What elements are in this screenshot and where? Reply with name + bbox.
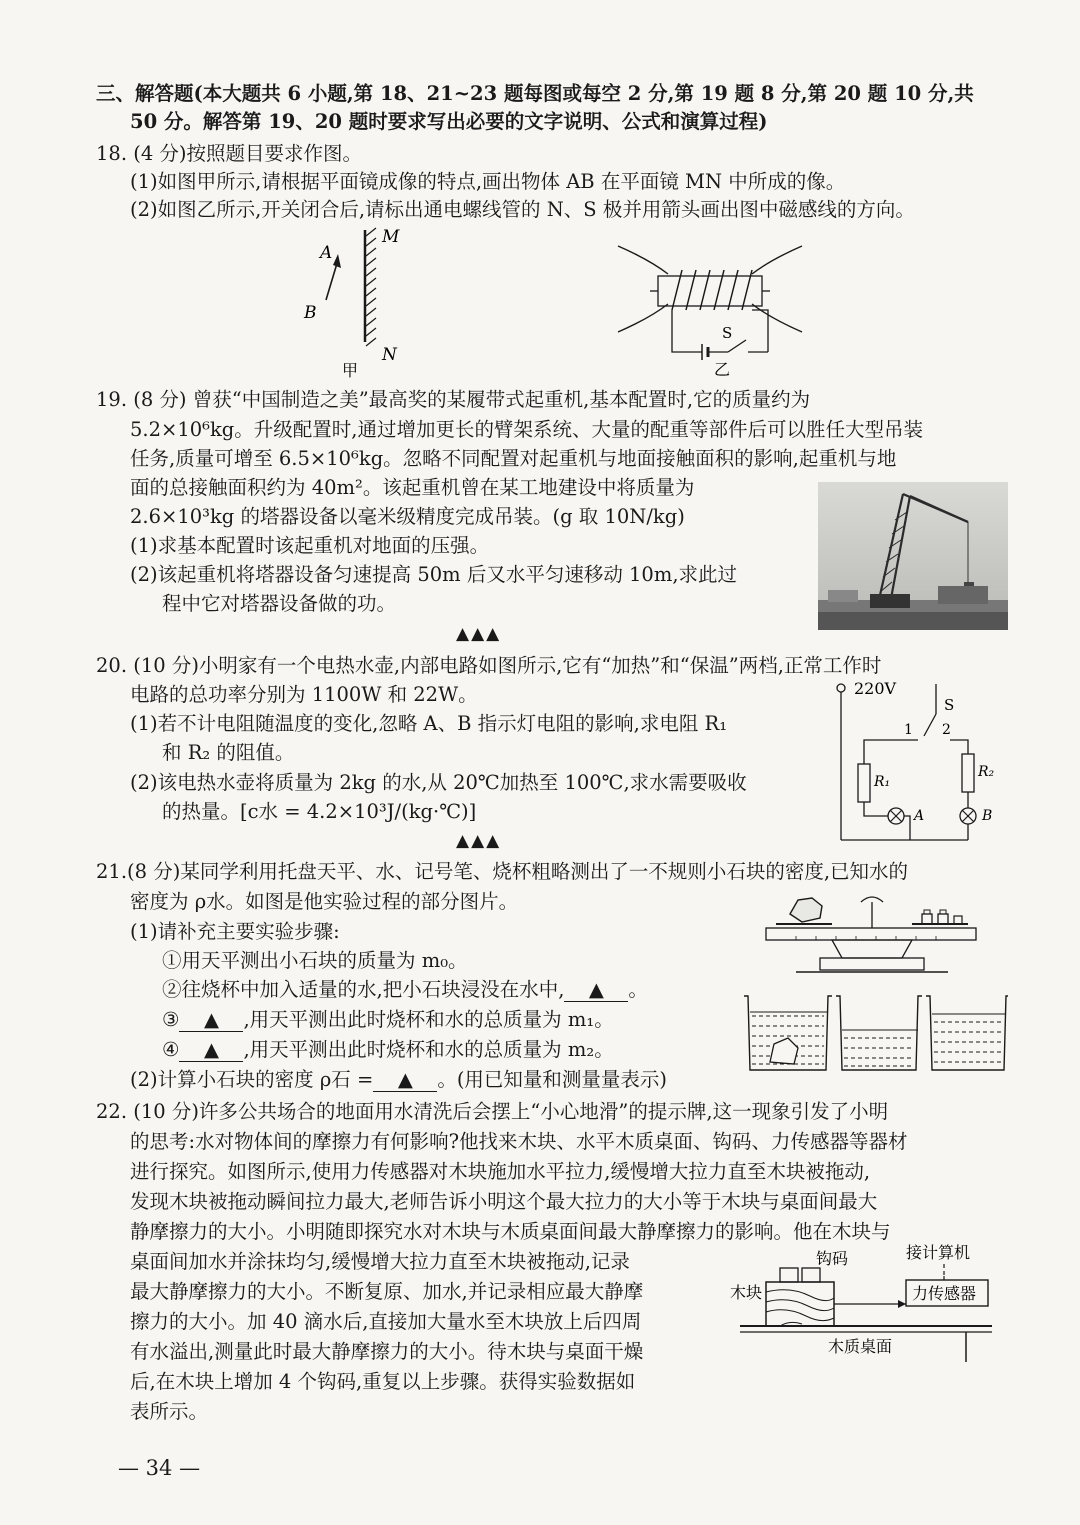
q19-part2a: (2)该起重机将塔器设备匀速提高 50m 后又水平匀速移动 10m,求此过 <box>130 563 738 586</box>
label-R1: R₁ <box>874 774 891 790</box>
label-weights: 钩码 <box>816 1249 849 1268</box>
q22-line2: 的思考:水对物体间的摩擦力有何影响?他找来木块、水平木质桌面、钩码、力传感器等器材 <box>130 1130 908 1153</box>
q20-part2a: (2)该电热水壶将质量为 2kg 的水,从 20℃加热至 100℃,求水需要吸收 <box>130 771 747 794</box>
label-sensor: 力传感器 <box>912 1284 977 1303</box>
q19-part2b: 程中它对塔器设备做的功。 <box>162 592 397 615</box>
label-A: A <box>320 243 333 263</box>
q22-line9: 有水溢出,测量此时最大静摩擦力的大小。待木块与桌面干燥 <box>130 1340 644 1363</box>
label-M: M <box>382 227 400 247</box>
q21-part2-end: 。(用已知量和测量量表示) <box>437 1068 668 1091</box>
q19-line2: 5.2×10⁶kg。升级配置时,通过增加更长的臂架系统、大量的配重等部件后可以胜任大型吊装 <box>130 418 923 441</box>
q20-line2: 电路的总功率分别为 1100W 和 22W。 <box>130 683 478 706</box>
q21-step3-text: ,用天平测出此时烧杯和水的总质量为 m₁。 <box>243 1008 614 1031</box>
q21-step4-text: ,用天平测出此时烧杯和水的总质量为 m₂。 <box>243 1038 614 1061</box>
kettle-circuit-diagram <box>828 676 1008 848</box>
q19-answer-marks: ▲▲▲ <box>456 624 502 644</box>
q19-line4: 面的总接触面积约为 40m²。该起重机曾在某工地建设中将质量为 <box>130 476 695 499</box>
q21-step4-num: ④ <box>162 1038 180 1061</box>
q22-line3: 进行探究。如图所示,使用力传感器对木块施加水平拉力,缓慢增大拉力直至木块被拖动, <box>130 1160 871 1183</box>
figure-jia-mirror <box>290 222 420 382</box>
q18-part1: (1)如图甲所示,请根据平面镜成像的特点,画出物体 AB 在平面镜 MN 中所成的像。 <box>130 170 846 193</box>
q21-step1: ①用天平测出小石块的质量为 m₀。 <box>162 949 468 972</box>
q22-line10: 后,在木块上增加 4 个钩码,重复以上步骤。获得实验数据如 <box>130 1370 636 1393</box>
label-pos2: 2 <box>942 722 951 738</box>
q18-part2: (2)如图乙所示,开关闭合后,请标出通电螺线管的 N、S 极并用箭头画出图中磁感线的方向。 <box>130 198 915 221</box>
q20-part2b: 的热量。[c水 = 4.2×10³J/(kg·℃)] <box>162 800 477 823</box>
label-table: 木质桌面 <box>828 1337 893 1356</box>
label-switch-S: S <box>722 324 733 342</box>
q21-step4 <box>162 1036 614 1064</box>
q19-line3: 任务,质量可增至 6.5×10⁶kg。忽略不同配置对起重机与地面接触面积的影响,起重机与地 <box>130 447 897 470</box>
q21-step2 <box>162 976 648 1004</box>
q21-step2-blank: ▲ <box>564 979 628 1002</box>
q20-part1b: 和 R₂ 的阻值。 <box>162 741 295 764</box>
label-computer: 接计算机 <box>906 1243 971 1262</box>
q22-line11: 表所示。 <box>130 1400 209 1423</box>
q22-line1: 22. (10 分)许多公共场合的地面用水清洗后会摆上“小心地滑”的提示牌,这一现象引发了小明 <box>96 1100 889 1123</box>
balance-and-beakers-figure <box>736 892 1008 1080</box>
crane-photo <box>818 482 1008 630</box>
label-N: N <box>382 345 397 365</box>
label-R2: R₂ <box>978 764 995 780</box>
q21-part1: (1)请补充主要实验步骤: <box>130 920 340 943</box>
q22-line8: 擦力的大小。加 40 滴水后,直接加大量水至木块放上后四周 <box>130 1310 642 1333</box>
q21-line1: 21.(8 分)某同学利用托盘天平、水、记号笔、烧杯粗略测出了一不规则小石块的密度,已知水的 <box>96 860 909 883</box>
page-number: — 34 — <box>118 1456 201 1480</box>
label-block: 木块 <box>730 1283 763 1302</box>
q21-part2-blank: ▲ <box>373 1069 437 1092</box>
label-220V: 220V <box>854 679 897 698</box>
label-lamp-B: B <box>982 808 993 824</box>
q21-step3-blank: ▲ <box>179 1009 243 1032</box>
section-title-line2: 50 分。解答第 19、20 题时要求写出必要的文字说明、公式和演算过程) <box>130 110 768 133</box>
caption-jia: 甲 <box>342 361 359 380</box>
q20-line1: 20. (10 分)小明家有一个电热水壶,内部电路如图所示,它有“加热”和“保温”两档,正常工作时 <box>96 654 882 677</box>
q21-step2-text: ②往烧杯中加入适量的水,把小石块浸没在水中, <box>162 978 565 1001</box>
q20-answer-marks: ▲▲▲ <box>456 831 502 851</box>
q21-step3-num: ③ <box>162 1008 180 1031</box>
q18-head: 18. (4 分)按照题目要求作图。 <box>96 142 363 165</box>
label-B: B <box>304 303 317 323</box>
q21-line2: 密度为 ρ水。如图是他实验过程的部分图片。 <box>130 890 519 913</box>
q21-part2 <box>130 1066 667 1094</box>
q22-line7: 最大静摩擦力的大小。不断复原、加水,并记录相应最大静摩 <box>130 1280 644 1303</box>
caption-yi: 乙 <box>714 360 731 378</box>
q19-line5: 2.6×10³kg 的塔器设备以毫米级精度完成吊装。(g 取 10N/kg) <box>130 505 685 528</box>
q22-line6: 桌面间加水并涂抹均匀,缓慢增大拉力直至木块被拖动,记录 <box>130 1250 630 1273</box>
label-lamp-A: A <box>914 808 925 824</box>
q22-line5: 静摩擦力的大小。小明随即探究水对木块与木质桌面间最大静摩擦力的影响。他在木块与 <box>130 1220 891 1243</box>
q21-part2-text: (2)计算小石块的密度 ρ石 = <box>130 1068 374 1091</box>
label-switch-S2: S <box>944 696 955 714</box>
q21-step4-blank: ▲ <box>179 1039 243 1062</box>
q21-step3 <box>162 1006 614 1034</box>
section-title-line1: 三、解答题(本大题共 6 小题,第 18、21~23 题每图或每空 2 分,第 19 题 8 分,第 20 题 10 分,共 <box>96 82 974 105</box>
friction-experiment-figure <box>730 1236 1006 1366</box>
q19-line1: 19. (8 分) 曾获“中国制造之美”最高奖的某履带式起重机,基本配置时,它的质量约为 <box>96 388 811 411</box>
q20-part1a: (1)若不计电阻随温度的变化,忽略 A、B 指示灯电阻的影响,求电阻 R₁ <box>130 712 728 735</box>
q21-step2-end: 。 <box>628 978 648 1001</box>
q19-part1: (1)求基本配置时该起重机对地面的压强。 <box>130 534 490 557</box>
q22-line4: 发现木块被拖动瞬间拉力最大,老师告诉小明这个最大拉力的大小等于木块与桌面间最大 <box>130 1190 878 1213</box>
figure-yi-solenoid <box>610 238 810 378</box>
label-pos1: 1 <box>904 722 913 738</box>
